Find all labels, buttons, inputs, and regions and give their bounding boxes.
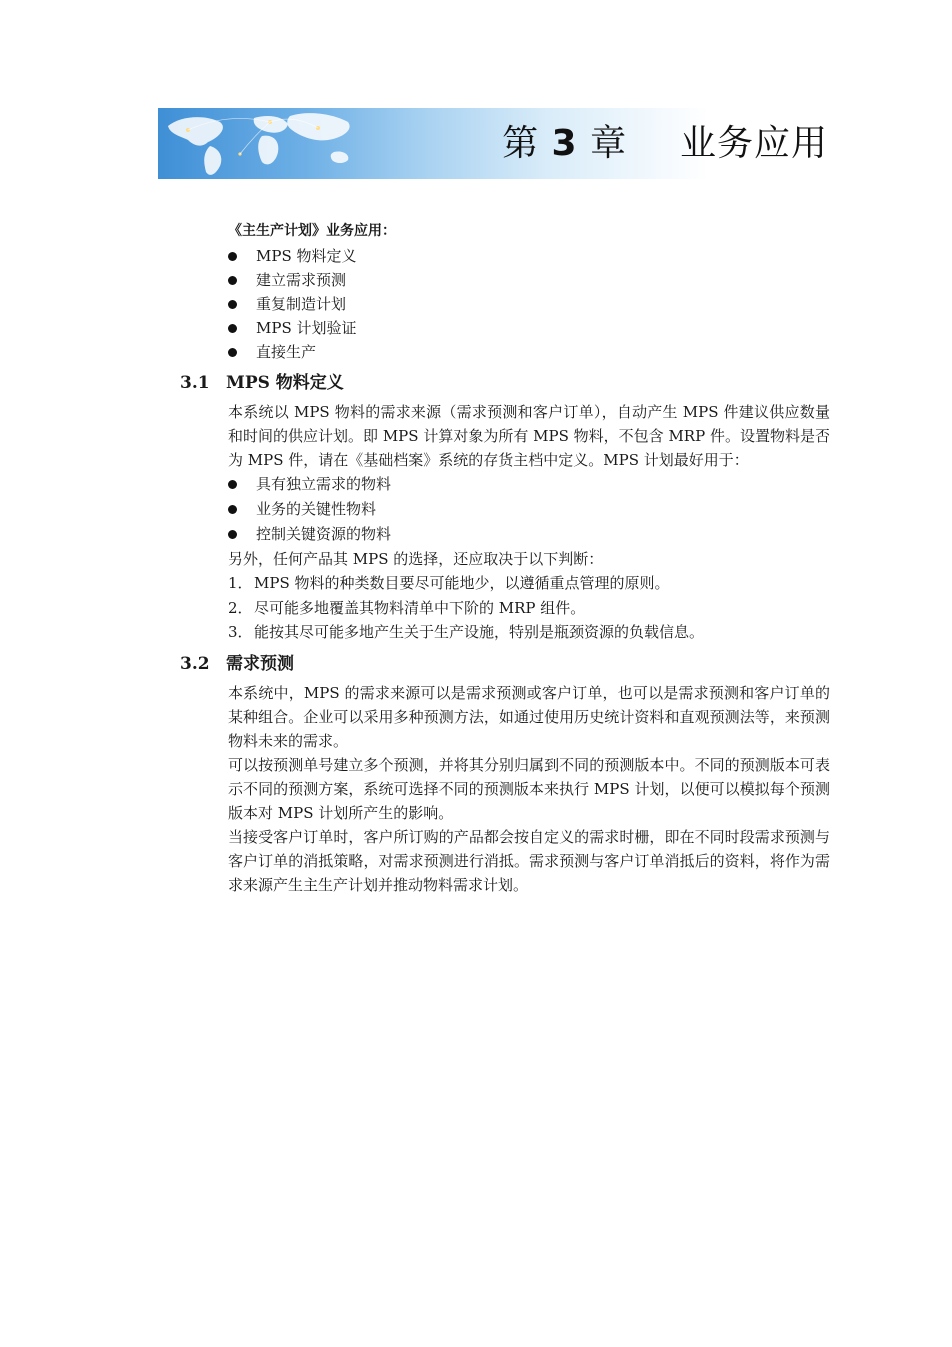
section-heading-3-1: [180, 370, 830, 396]
world-map-image: [158, 108, 518, 179]
chapter-prefix: 第: [502, 123, 540, 164]
section-title: MPS 物料定义: [226, 373, 344, 393]
paragraph: 当接受客户订单时，客户所订购的产品都会按自定义的需求时栅，即在不同时段需求预测与客户订单的消抵策略，对需求预测进行消抵。需求预测与客户订单消抵后的资料，将作为需求来源产生主生产计划并推动物料需求计划。: [228, 827, 830, 894]
bullet-icon: [228, 530, 237, 539]
section-number: 3.2: [180, 653, 210, 674]
bullet-icon: [228, 480, 237, 489]
mps-usage-list: [180, 472, 830, 547]
list-item: 重复制造计划: [256, 292, 830, 316]
bullet-icon: [228, 300, 237, 309]
intro-list: [180, 244, 830, 364]
chapter-title: [502, 122, 828, 166]
list-item: MPS 物料定义: [256, 244, 830, 268]
list-item: 控制关键资源的物料: [256, 522, 830, 547]
page-content: [180, 218, 830, 897]
list-item: 建立需求预测: [256, 268, 830, 292]
intro-title: 《主生产计划》业务应用：: [228, 223, 396, 239]
chapter-name: 业务应用: [679, 123, 828, 164]
criteria-list: [180, 571, 830, 645]
chapter-suffix: 章: [590, 123, 628, 164]
list-item: 3．能按其尽可能多地产生关于生产设施，特别是瓶颈资源的负载信息。: [228, 623, 705, 641]
section-title: 需求预测: [226, 653, 294, 674]
bullet-icon: [228, 276, 237, 285]
paragraph: 本系统中，MPS 的需求来源可以是需求预测或客户订单，也可以是需求预测和客户订单的某种组合。企业可以采用多种预测方法，如通过使用历史统计资料和直观预测法等，来预测物料未来的需求。: [228, 683, 830, 750]
list-item: 1．MPS 物料的种类数目要尽可能地少，以遵循重点管理的原则。: [228, 574, 670, 592]
paragraph: 本系统以 MPS 物料的需求来源（需求预测和客户订单），自动产生 MPS 件建议供应数量和时间的供应计划。即 MPS 计算对象为所有 MPS 物料，不包含 MRP 件。设置物料是否为 MPS 件，请在《基础档案》系统的存货主档中定义。MPS 计划最好用于：: [228, 403, 830, 469]
bullet-icon: [228, 505, 237, 514]
list-item: MPS 计划验证: [256, 316, 830, 340]
paragraph: 可以按预测单号建立多个预测，并将其分别归属到不同的预测版本中。不同的预测版本可表示不同的预测方案，系统可选择不同的预测版本来执行 MPS 计划，以便可以模拟每个预测版本对 MPS 计划所产生的影响。: [228, 755, 830, 822]
chapter-number: 3: [551, 123, 578, 164]
list-item: 直接生产: [256, 340, 830, 364]
bullet-icon: [228, 348, 237, 357]
section-heading-3-2: [180, 651, 830, 677]
chapter-banner: [158, 108, 830, 179]
paragraph: 另外，任何产品其 MPS 的选择，还应取决于以下判断：: [228, 550, 604, 568]
bullet-icon: [228, 324, 237, 333]
list-item: 业务的关键性物料: [256, 497, 830, 522]
list-item: 具有独立需求的物料: [256, 472, 830, 497]
bullet-icon: [228, 252, 237, 261]
section-number: 3.1: [180, 373, 210, 393]
list-item: 2．尽可能多地覆盖其物料清单中下阶的 MRP 组件。: [228, 598, 586, 617]
